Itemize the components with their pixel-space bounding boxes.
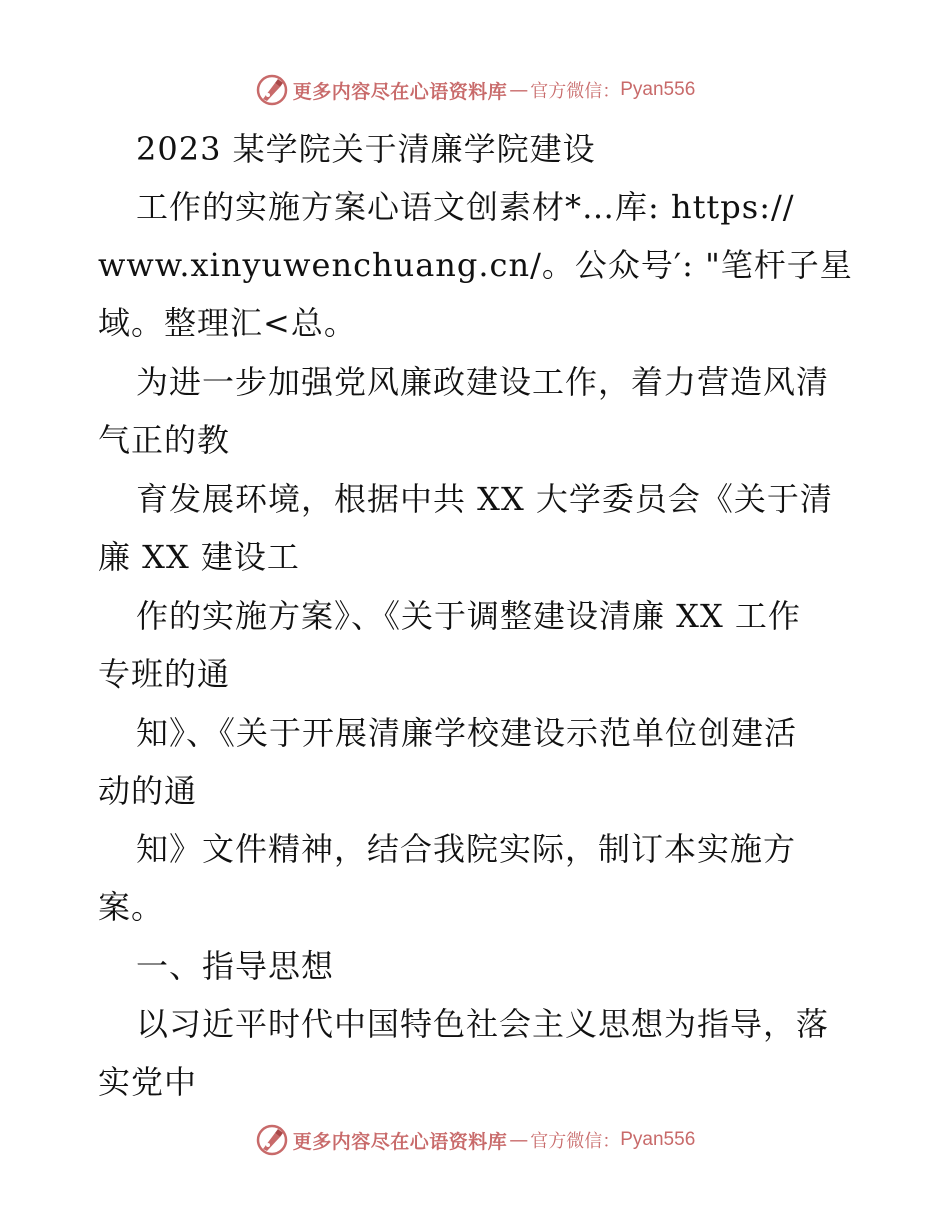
document-line: 知》文件精神，结合我院实际，制订本实施方 bbox=[136, 830, 797, 868]
banner-separator: — bbox=[509, 1129, 529, 1151]
document-line: 廉 XX 建设工 bbox=[98, 538, 300, 576]
section-heading: 一、指导思想 bbox=[136, 947, 335, 985]
document-line: 以习近平时代中国特色社会主义思想为指导，落 bbox=[136, 1005, 830, 1043]
document-line: 气正的教 bbox=[98, 421, 231, 459]
banner-wechat-id: Pyan556 bbox=[620, 79, 696, 100]
document-line: 为进一步加强党风廉政建设工作，着力营造风清 bbox=[136, 363, 830, 401]
document-line: 工作的实施方案心语文创素材*…库: https:// bbox=[136, 188, 795, 226]
document-title-line: 2023 某学院关于清廉学院建设 bbox=[136, 130, 596, 168]
document-line: 案。 bbox=[98, 888, 165, 926]
document-line: 知》、《关于开展清廉学校建设示范单位创建活 bbox=[136, 714, 798, 752]
document-line: www.xinyuwenchuang.cn/。公众号′: "笔杆子星 bbox=[98, 246, 853, 284]
document-line: 动的通 bbox=[98, 772, 198, 810]
pen-nib-icon bbox=[255, 73, 289, 107]
document-line: 域。整理汇<总。 bbox=[98, 304, 357, 342]
document-line: 实党中 bbox=[98, 1063, 198, 1101]
footer-watermark-banner bbox=[0, 1120, 950, 1160]
banner-subtitle: 官方微信： bbox=[530, 1131, 621, 1152]
header-watermark-banner bbox=[0, 70, 950, 110]
banner-separator: — bbox=[509, 79, 529, 101]
document-line: 作的实施方案》、《关于调整建设清廉 XX 工作 bbox=[136, 597, 801, 635]
banner-subtitle: 官方微信： bbox=[530, 81, 621, 102]
document-line: 育发展环境，根据中共 XX 大学委员会《关于清 bbox=[136, 480, 833, 518]
banner-wechat-id: Pyan556 bbox=[620, 1129, 696, 1150]
banner-text: 更多内容尽在心语资料库 bbox=[292, 80, 508, 103]
document-line: 专班的通 bbox=[98, 655, 231, 693]
banner-text: 更多内容尽在心语资料库 bbox=[292, 1130, 508, 1153]
pen-nib-icon bbox=[255, 1123, 289, 1157]
